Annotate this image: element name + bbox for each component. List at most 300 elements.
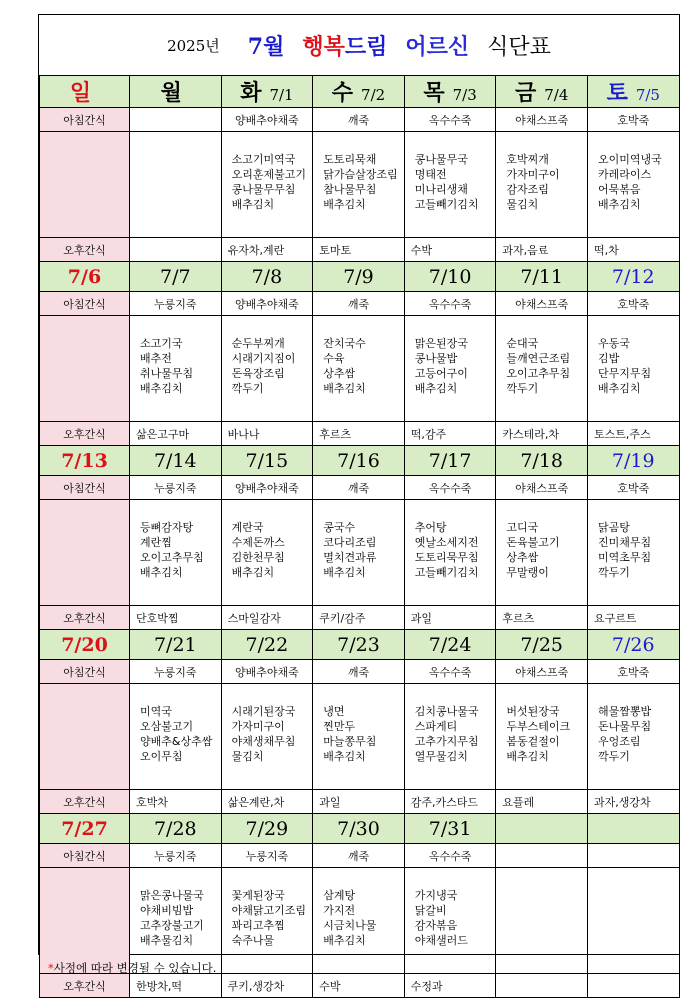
date-cell (130, 76, 222, 108)
dish-item: 배추김치 (323, 382, 366, 395)
dish-item: 맑은된장국 (414, 337, 468, 350)
dish-item: 오이미역냉국 (597, 153, 662, 166)
afternoon-snack-row (40, 606, 680, 630)
day-date: 7/31 (428, 817, 472, 840)
dish-item: 순두부찌개 (231, 337, 285, 350)
meal-cell (40, 868, 130, 974)
dish-item: 취나물무침 (140, 367, 194, 380)
afternoon-snack-label: 오후간식 (40, 422, 130, 446)
day-date: 7/7 (160, 265, 191, 288)
date-cell (496, 630, 588, 660)
date-cell (130, 814, 222, 844)
day-date: 7/14 (153, 449, 197, 472)
dish-item: 상추쌈 (323, 367, 356, 380)
dish-item: 야채샐러드 (414, 934, 468, 947)
dish-item: 상추쌈 (506, 551, 539, 564)
dish-item: 오이고추무침 (506, 367, 571, 380)
dish-item: 고등어구이 (414, 367, 468, 380)
meal-cell (130, 316, 222, 422)
afternoon-snack-cell (130, 238, 222, 262)
day-date: 7/23 (337, 633, 380, 656)
dish-item: 호박찌개 (506, 153, 549, 166)
dish-item: 배추김치 (323, 566, 366, 579)
dish-item: 콩나물무국 (414, 153, 468, 166)
footnote-star: * (48, 961, 54, 975)
date-cell (404, 262, 496, 292)
dish-item: 깍두기 (506, 382, 539, 395)
day-date: 7/10 (428, 265, 472, 288)
dish-item: 추어탕 (414, 521, 447, 534)
dish-item: 콩국수 (323, 521, 356, 534)
dish-item: 잔치국수 (323, 337, 366, 350)
morning-snack-cell: 야채스프죽 (496, 476, 588, 500)
dish-item: 배추김치 (323, 934, 366, 947)
meal-cell (221, 316, 313, 422)
meal-cell (40, 684, 130, 790)
meal-cell (587, 868, 679, 974)
date-cell (496, 446, 588, 476)
meal-cell (404, 684, 496, 790)
dish-item: 배추김치 (506, 750, 549, 763)
dish-item: 배추김치 (140, 566, 183, 579)
day-date: 7/16 (337, 449, 380, 472)
dish-item: 고추장불고기 (140, 919, 204, 932)
afternoon-snack-cell: 바나나 (221, 422, 313, 446)
dish-item: 우동국 (597, 337, 630, 350)
dish-item: 소고기국 (140, 337, 183, 350)
title-brand-blue: 드림 (344, 33, 388, 60)
day-date: 7/20 (61, 633, 108, 656)
date-row (40, 262, 680, 292)
day-date: 7/24 (428, 633, 472, 656)
meal-cell (130, 132, 222, 238)
dish-item: 꽃게된장국 (231, 889, 285, 902)
meal-cell (587, 316, 679, 422)
afternoon-snack-label: 오후간식 (40, 238, 130, 262)
date-cell (40, 76, 130, 108)
afternoon-snack-cell: 과자,음료 (496, 238, 588, 262)
meal-cell (221, 500, 313, 606)
dish-item: 물김치 (231, 750, 264, 763)
title-seniors: 어르신 (405, 33, 470, 60)
dish-item: 콩나물무무침 (231, 183, 296, 196)
title-suffix: 식단표 (487, 34, 551, 60)
dish-item: 도토리묵무침 (414, 551, 479, 564)
morning-snack-label: 아침간식 (40, 108, 130, 132)
dish-item: 배추김치 (231, 198, 275, 211)
afternoon-snack-row (40, 790, 680, 814)
title-row (39, 15, 679, 75)
meal-cell (40, 316, 130, 422)
dish-item: 해물짬뽕밥 (597, 705, 652, 718)
date-cell (40, 814, 130, 844)
day-date: 7/19 (611, 449, 655, 472)
dish-item: 숙주나물 (231, 934, 275, 947)
title-brand-red: 행복 (302, 33, 345, 60)
morning-snack-cell: 호박죽 (587, 660, 679, 684)
meal-cell (40, 500, 130, 606)
dish-item: 야채닭고기조림 (231, 904, 306, 917)
morning-snack-cell: 깨죽 (313, 108, 405, 132)
dish-item: 고추가지무침 (414, 735, 479, 748)
meal-cell (313, 132, 405, 238)
afternoon-snack-cell: 쿠키/감주 (313, 606, 405, 630)
dish-item: 우엉조림 (597, 735, 641, 748)
dish-item: 감자조림 (506, 183, 549, 196)
meal-cell (404, 132, 496, 238)
morning-snack-cell: 옥수수죽 (404, 476, 496, 500)
dish-item: 수제돈까스 (231, 536, 285, 549)
dish-item: 미나리생채 (414, 183, 468, 196)
meal-cell (587, 500, 679, 606)
weekday-name: 일 (69, 80, 92, 106)
dish-item: 단무지무침 (597, 367, 652, 380)
dish-item: 순대국 (506, 337, 539, 350)
morning-snack-cell: 누룽지죽 (130, 292, 222, 316)
morning-snack-cell: 누룽지죽 (130, 476, 222, 500)
date-cell (404, 630, 496, 660)
date-cell (587, 262, 679, 292)
dish-item: 깍두기 (231, 382, 264, 395)
date-cell (404, 814, 496, 844)
day-date: 7/25 (520, 633, 563, 656)
afternoon-snack-cell: 후르츠 (496, 606, 588, 630)
dish-item: 가지냉국 (414, 889, 458, 902)
afternoon-snack-label: 오후간식 (40, 606, 130, 630)
date-cell (40, 262, 130, 292)
date-row (40, 446, 680, 476)
afternoon-snack-cell: 스마일감자 (221, 606, 313, 630)
dish-item: 명태전 (414, 168, 447, 181)
date-cell (313, 630, 405, 660)
dish-item: 소고기미역국 (231, 153, 296, 166)
meal-cell (221, 868, 313, 974)
dish-item: 야채비빔밥 (140, 904, 194, 917)
dish-item: 고들빼기김치 (414, 198, 479, 211)
date-cell (404, 446, 496, 476)
date-cell (221, 630, 313, 660)
date-cell (496, 76, 588, 108)
meal-cell (404, 500, 496, 606)
afternoon-snack-cell: 한방차,떡 (130, 974, 222, 998)
date-cell (221, 814, 313, 844)
afternoon-snack-cell: 수정과 (404, 974, 496, 998)
date-cell (496, 814, 588, 844)
morning-snack-cell: 옥수수죽 (404, 660, 496, 684)
afternoon-snack-cell: 유자차,계란 (221, 238, 313, 262)
dish-item: 야채생채무침 (231, 735, 296, 748)
dish-item: 찐만두 (323, 720, 356, 733)
weekday-name: 월 (160, 80, 182, 106)
weekday-date: 7/3 (452, 86, 477, 104)
weekday-date: 7/1 (269, 86, 294, 104)
afternoon-snack-cell: 요플레 (496, 790, 588, 814)
dish-item: 고들빼기김치 (414, 566, 479, 579)
date-cell (130, 262, 222, 292)
dish-item: 오이무침 (140, 750, 183, 763)
title-brand (302, 30, 387, 61)
meal-row (40, 316, 680, 422)
dish-item: 봄동겉절이 (506, 735, 560, 748)
afternoon-snack-cell: 과자,생강차 (587, 790, 679, 814)
dish-item: 옛날소세지전 (414, 536, 479, 549)
day-date: 7/28 (153, 817, 197, 840)
dish-item: 시래기된장국 (231, 705, 296, 718)
afternoon-snack-cell: 단호박찜 (130, 606, 222, 630)
afternoon-snack-cell: 과일 (313, 790, 405, 814)
dish-item: 물김치 (506, 198, 539, 211)
day-date: 7/9 (343, 265, 374, 288)
afternoon-snack-row (40, 238, 680, 262)
morning-snack-cell: 깨죽 (313, 844, 405, 868)
date-cell (313, 76, 405, 108)
dish-item: 콩나물밥 (414, 352, 458, 365)
footnote-text: 사정에 따라 변경될 수 있습니다. (53, 961, 217, 975)
dish-item: 배추김치 (140, 382, 183, 395)
dish-item: 가자미구이 (231, 720, 285, 733)
date-cell (130, 446, 222, 476)
date-cell (587, 814, 679, 844)
dish-item: 계란국 (231, 521, 264, 534)
meal-row (40, 684, 680, 790)
morning-snack-row (40, 476, 680, 500)
morning-snack-cell: 호박죽 (587, 476, 679, 500)
date-row (40, 76, 680, 108)
dish-item: 깍두기 (597, 566, 630, 579)
afternoon-snack-cell: 떡,차 (587, 238, 679, 262)
footnote (48, 960, 216, 976)
meal-cell (313, 500, 405, 606)
date-row (40, 630, 680, 660)
dish-item: 미역초무침 (597, 551, 652, 564)
morning-snack-label: 아침간식 (40, 844, 130, 868)
morning-snack-row (40, 108, 680, 132)
dish-item: 양배추&상추쌈 (140, 735, 213, 748)
date-cell (587, 76, 679, 108)
meal-cell (221, 132, 313, 238)
morning-snack-cell (587, 844, 679, 868)
day-date: 7/13 (61, 449, 108, 472)
morning-snack-cell: 호박죽 (587, 108, 679, 132)
morning-snack-cell: 양배추야채죽 (221, 292, 313, 316)
morning-snack-cell (130, 108, 222, 132)
meal-cell (587, 132, 679, 238)
dish-item: 배추김치 (414, 382, 458, 395)
date-cell (496, 262, 588, 292)
dish-item: 수육 (323, 352, 345, 365)
morning-snack-label: 아침간식 (40, 660, 130, 684)
morning-snack-cell: 깨죽 (313, 476, 405, 500)
meal-row (40, 868, 680, 974)
dish-item: 두부스테이크 (506, 720, 571, 733)
day-date: 7/18 (520, 449, 563, 472)
dish-item: 시래기지짐이 (231, 352, 296, 365)
date-cell (313, 814, 405, 844)
weekday-name: 목 (423, 80, 445, 106)
day-date: 7/11 (520, 265, 563, 288)
dish-item: 깍두기 (597, 750, 630, 763)
afternoon-snack-cell: 삶은계란,차 (221, 790, 313, 814)
meal-cell (496, 500, 588, 606)
morning-snack-cell: 야채스프죽 (496, 292, 588, 316)
day-date: 7/12 (611, 265, 655, 288)
dish-item: 배추전 (140, 352, 172, 365)
meal-cell (130, 868, 222, 974)
afternoon-snack-cell: 삶은고구마 (130, 422, 222, 446)
meal-cell (496, 868, 588, 974)
meal-cell (40, 132, 130, 238)
meal-cell (496, 316, 588, 422)
morning-snack-cell: 옥수수죽 (404, 108, 496, 132)
dish-item: 미역국 (140, 705, 172, 718)
afternoon-snack-cell: 수박 (404, 238, 496, 262)
afternoon-snack-cell: 토스트,주스 (587, 422, 679, 446)
afternoon-snack-label: 오후간식 (40, 790, 130, 814)
dish-item: 배추김치 (323, 198, 366, 211)
dish-item: 버섯된장국 (506, 705, 560, 718)
dish-item: 삼계탕 (323, 889, 356, 902)
dish-item: 돈육장조림 (231, 367, 285, 380)
day-date: 7/15 (245, 449, 289, 472)
afternoon-snack-label: 오후간식 (40, 974, 130, 998)
day-date: 7/17 (428, 449, 472, 472)
date-cell (313, 262, 405, 292)
meal-cell (221, 684, 313, 790)
meal-cell (130, 500, 222, 606)
morning-snack-cell: 누룽지죽 (130, 844, 222, 868)
afternoon-snack-row (40, 974, 680, 998)
weekday-name: 수 (331, 80, 354, 106)
afternoon-snack-cell: 후르츠 (313, 422, 405, 446)
morning-snack-label: 아침간식 (40, 476, 130, 500)
morning-snack-cell: 옥수수죽 (404, 844, 496, 868)
morning-snack-cell: 누룽지죽 (221, 844, 313, 868)
menu-table (39, 75, 680, 998)
dish-item: 마늘쫑무침 (323, 735, 377, 748)
afternoon-snack-cell: 떡,감주 (404, 422, 496, 446)
weekday-date: 7/5 (635, 86, 660, 104)
date-cell (404, 76, 496, 108)
afternoon-snack-cell (496, 974, 588, 998)
meal-cell (313, 684, 405, 790)
dish-item: 들깨연근조림 (506, 352, 571, 365)
morning-snack-cell: 깨죽 (313, 660, 405, 684)
afternoon-snack-cell (587, 974, 679, 998)
dish-item: 오삼불고기 (140, 720, 194, 733)
date-cell (313, 446, 405, 476)
weekday-name: 토 (606, 80, 628, 106)
dish-item: 닭가슴살장조림 (323, 168, 398, 181)
day-date: 7/8 (251, 265, 283, 288)
dish-item: 어묵볶음 (597, 183, 641, 196)
meal-row (40, 132, 680, 238)
meal-row (40, 500, 680, 606)
afternoon-snack-cell: 요구르트 (587, 606, 679, 630)
dish-item: 김밥 (597, 352, 620, 365)
date-cell (130, 630, 222, 660)
morning-snack-cell: 깨죽 (313, 292, 405, 316)
morning-snack-cell: 양배추야채죽 (221, 476, 313, 500)
afternoon-snack-cell: 호박차 (130, 790, 222, 814)
morning-snack-cell: 누룽지죽 (130, 660, 222, 684)
morning-snack-row (40, 844, 680, 868)
dish-item: 배추김치 (597, 382, 641, 395)
dish-item: 배추김치 (597, 198, 641, 211)
day-date: 7/26 (611, 633, 655, 656)
day-date: 7/30 (337, 817, 380, 840)
weekday-name: 화 (240, 80, 262, 106)
meal-cell (404, 316, 496, 422)
dish-item: 등뼈감자탕 (140, 521, 194, 534)
dish-item: 김한천무침 (231, 551, 285, 564)
afternoon-snack-cell: 카스테라,차 (496, 422, 588, 446)
weekday-date: 7/4 (544, 86, 569, 104)
dish-item: 진미채무침 (597, 536, 652, 549)
dish-item: 열무물김치 (414, 750, 468, 763)
morning-snack-label: 아침간식 (40, 292, 130, 316)
dish-item: 닭갈비 (414, 904, 447, 917)
dish-item: 배추물김치 (140, 934, 194, 947)
morning-snack-row (40, 660, 680, 684)
morning-snack-cell: 옥수수죽 (404, 292, 496, 316)
dish-item: 도토리묵채 (323, 153, 377, 166)
date-cell (221, 76, 313, 108)
dish-item: 돈나물무침 (597, 720, 652, 733)
dish-item: 냉면 (323, 705, 345, 718)
dish-item: 오이고추무침 (140, 551, 204, 564)
date-cell (40, 630, 130, 660)
dish-item: 가자미구이 (506, 168, 560, 181)
afternoon-snack-cell: 쿠키,생강차 (221, 974, 313, 998)
dish-item: 가지전 (323, 904, 356, 917)
dish-item: 오리훈제불고기 (231, 168, 306, 181)
menu-table-body (40, 76, 680, 998)
date-cell (40, 446, 130, 476)
morning-snack-cell: 야채스프죽 (496, 660, 588, 684)
dish-item: 코다리조림 (323, 536, 377, 549)
title-year: 2025년 (167, 36, 220, 55)
date-row (40, 814, 680, 844)
meal-cell (496, 132, 588, 238)
weekday-name: 금 (514, 80, 537, 106)
day-date: 7/22 (245, 633, 289, 656)
afternoon-snack-cell: 감주,카스타드 (404, 790, 496, 814)
morning-snack-cell (496, 844, 588, 868)
day-date: 7/27 (61, 817, 108, 840)
dish-item: 스파게티 (414, 720, 458, 733)
dish-item: 맑은콩나물국 (140, 889, 204, 902)
dish-item: 무말랭이 (506, 566, 549, 579)
meal-cell (130, 684, 222, 790)
meal-cell (313, 316, 405, 422)
meal-cell (404, 868, 496, 974)
morning-snack-cell: 양배추야채죽 (221, 660, 313, 684)
meal-cell (313, 868, 405, 974)
meal-cell (496, 684, 588, 790)
day-date: 7/6 (67, 265, 102, 288)
afternoon-snack-cell: 과일 (404, 606, 496, 630)
dish-item: 참나물무침 (323, 183, 377, 196)
weekday-date: 7/2 (361, 86, 386, 104)
date-cell (587, 630, 679, 660)
dish-item: 김치콩나물국 (414, 705, 479, 718)
afternoon-snack-row (40, 422, 680, 446)
meal-cell (587, 684, 679, 790)
morning-snack-cell: 양배추야채죽 (221, 108, 313, 132)
dish-item: 닭곰탕 (597, 521, 630, 534)
dish-item: 배추김치 (231, 566, 275, 579)
date-cell (221, 262, 313, 292)
